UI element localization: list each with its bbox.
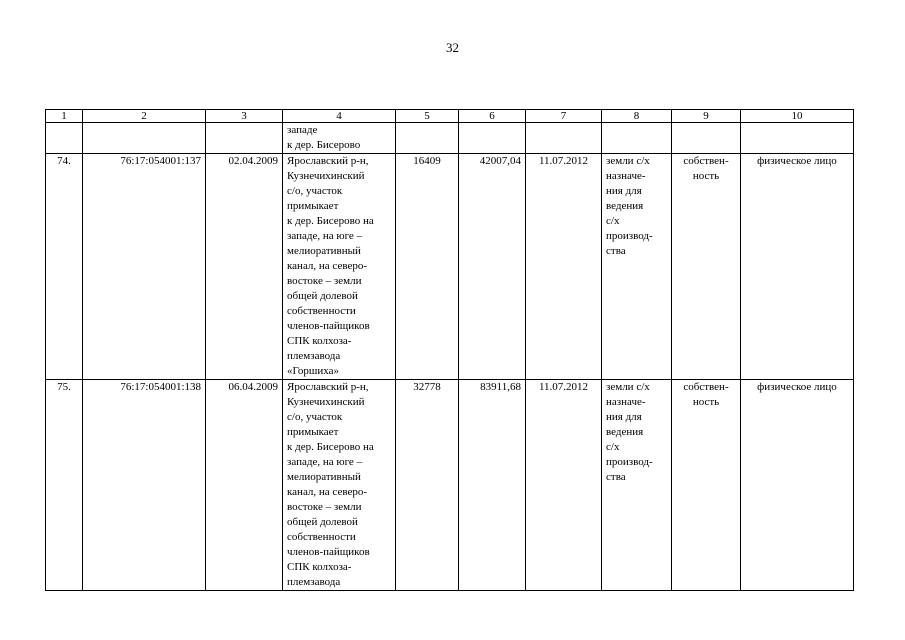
column-header: 10 [741,110,854,123]
column-header: 8 [602,110,672,123]
column-header: 9 [672,110,741,123]
column-header: 6 [459,110,526,123]
right-holder-cell: физическое лицо [741,380,854,591]
column-header: 2 [83,110,206,123]
table-cell [526,123,602,154]
table-cell [206,123,283,154]
page-number: 32 [446,40,459,55]
table-row-continuation [46,123,854,154]
column-header: 5 [396,110,459,123]
table-cell [396,123,459,154]
date-cell: 11.07.2012 [526,380,602,591]
table-cell [83,123,206,154]
row-number-cell: 74. [46,154,83,380]
table-row [46,380,854,591]
table-header-row [46,110,854,123]
column-header: 7 [526,110,602,123]
cadastral-value-cell: 83911,68 [459,380,526,591]
location-cell: Ярославский р-н, Кузнечихинский с/о, участок примыкает к дер. Бисерово на западе, на юге – мелиоративный канал, на северо- востоке – земли общей долевой собственности членов-пайщиков СПК колхоза- племзавода «Горшиха» [283,154,396,380]
location-cell: западе к дер. Бисерово [283,123,396,154]
table-cell [602,123,672,154]
land-purpose-cell: земли с/х назначе- ния для ведения с/х производ- ства [602,380,672,591]
location-cell: Ярославский р-н, Кузнечихинский с/о, участок примыкает к дер. Бисерово на западе, на юге – мелиоративный канал, на северо- востоке – земли общей долевой собственности членов-пайщиков СПК колхоза- племзавода [283,380,396,591]
date-cell: 11.07.2012 [526,154,602,380]
column-header: 4 [283,110,396,123]
area-cell: 16409 [396,154,459,380]
cadastral-number-cell: 76:17:054001:137 [83,154,206,380]
right-type-cell: собствен- ность [672,380,741,591]
column-header: 3 [206,110,283,123]
table-cell [459,123,526,154]
table-cell [46,123,83,154]
cadastral-number-cell: 76:17:054001:138 [83,380,206,591]
land-purpose-cell: земли с/х назначе- ния для ведения с/х производ- ства [602,154,672,380]
cadastral-value-cell: 42007,04 [459,154,526,380]
row-number-cell: 75. [46,380,83,591]
table-cell [672,123,741,154]
right-type-cell: собствен- ность [672,154,741,380]
right-holder-cell: физическое лицо [741,154,854,380]
column-header: 1 [46,110,83,123]
area-cell: 32778 [396,380,459,591]
table-cell [741,123,854,154]
registration-date-cell: 06.04.2009 [206,380,283,591]
table-row [46,154,854,380]
registration-date-cell: 02.04.2009 [206,154,283,380]
land-registry-table [45,109,854,591]
